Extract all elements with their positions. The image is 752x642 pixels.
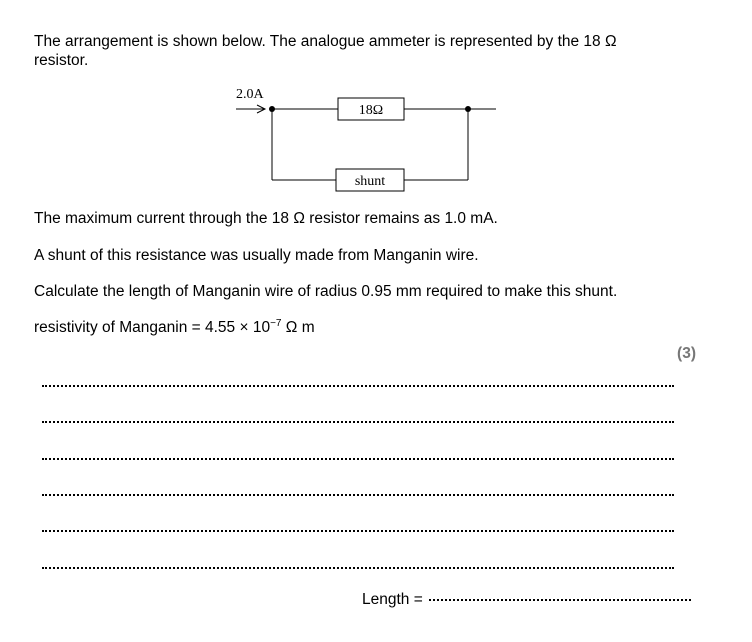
- shunt-label: shunt: [354, 174, 386, 189]
- calculate-instruction: Calculate the length of Manganin wire of radius 0.95 mm required to make this shunt.: [34, 283, 618, 300]
- marks-label: (3): [677, 345, 696, 362]
- circuit-diagram: [230, 82, 500, 194]
- resistivity-prefix: resistivity of Manganin = 4.55 × 10: [34, 319, 271, 336]
- answer-line-5[interactable]: [42, 530, 674, 532]
- resistivity-suffix: Ω m: [281, 319, 315, 336]
- answer-line-4[interactable]: [42, 494, 674, 496]
- length-answer-row: [362, 591, 691, 609]
- current-label: 2.0A: [236, 87, 264, 102]
- resistivity-text: [34, 318, 315, 337]
- intro-text: The arrangement is shown below. The analogue ammeter is represented by the 18 Ω resistor.: [34, 33, 617, 69]
- answer-line-1[interactable]: [42, 385, 674, 387]
- shunt-material-text: A shunt of this resistance was usually made from Manganin wire.: [34, 247, 479, 264]
- answer-line-3[interactable]: [42, 458, 674, 460]
- answer-line-2[interactable]: [42, 421, 674, 423]
- resistivity-exponent: −7: [270, 318, 282, 329]
- answer-line-6[interactable]: [42, 567, 674, 569]
- length-label: Length =: [362, 591, 423, 608]
- max-current-text: The maximum current through the 18 Ω resistor remains as 1.0 mA.: [34, 210, 498, 227]
- length-answer-field[interactable]: [429, 599, 691, 601]
- resistor-label: 18Ω: [358, 103, 384, 118]
